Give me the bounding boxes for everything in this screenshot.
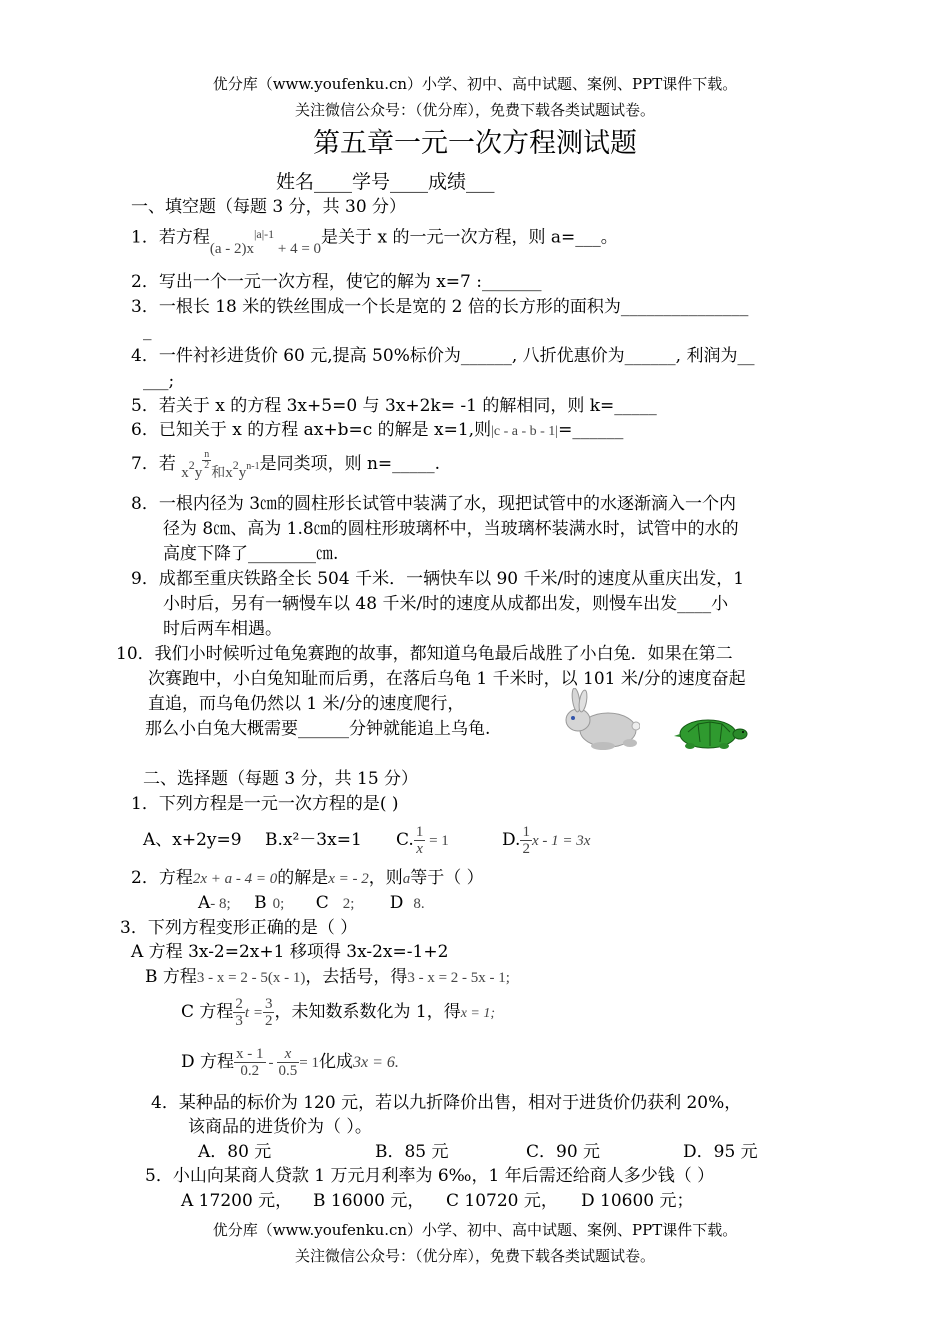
s1-q5: 5．若关于 x 的方程 3x+5=0 与 3x+2k= -1 的解相同，则 k=_____	[131, 396, 657, 416]
s2-q3-opt-c: C 方程 $\frac{2}{3}$ t = $\frac{3}{2}$ ，未知数系数化为 1，得x = 1;	[181, 996, 496, 1029]
turtle-illustration	[672, 710, 748, 752]
s1-q2: 2．写出一个一元一次方程，使它的解为 x=7 :_______	[131, 272, 542, 292]
s2-q5-stem: 5．小山向某商人贷款 1 万元月利率为 6‰，1 年后需还给商人多少钱（ ）	[145, 1166, 715, 1186]
s1-q8-line3: 高度下降了________㎝.	[163, 544, 339, 564]
s1-q8-line1: 8．一根内径为 3㎝的圆柱形长试管中装满了水，现把试管中的水逐渐滴入一个内	[131, 494, 737, 514]
s1-q1: 1．若方程$(a - 2)x^{|a|-1} + 4 = 0$是关于 x 的一元一次方程，则 a=___。	[131, 227, 618, 257]
section1-heading: 一、填空题（每题 3 分，共 30 分）	[131, 197, 407, 217]
s1-q10-line1: 10．我们小时候听过龟兔赛跑的故事，都知道乌龟最后战胜了小白兔．如果在第二	[116, 644, 733, 664]
s2-q3-opt-a: A 方程 3x-2=2x+1 移项得 3x-2x=-1+2	[131, 942, 449, 962]
s1-q10-line2: 次赛跑中，小白兔知耻而后勇，在落后乌龟 1 千米时，以 101 米/分的速度奋起	[148, 669, 746, 689]
s1-q6: 6．已知关于 x 的方程 ax+b=c 的解是 x=1,则|c - a - b - 1|=______	[131, 420, 624, 440]
s2-q1-opt-a: A、x+2y=9	[143, 830, 242, 850]
s2-q4-opt-b: B．85 元	[375, 1142, 449, 1162]
s2-q4-line2: 该商品的进货价为（ ）。	[188, 1117, 372, 1137]
s1-q9-line3: 时后两车相遇。	[163, 619, 282, 639]
s2-q5-opt-b: B 16000 元，	[313, 1191, 425, 1211]
s1-q8-line2: 径为 8㎝、高为 1.8㎝的圆柱形玻璃杯中，当玻璃杯装满水时，试管中的水的	[163, 519, 739, 539]
section2-heading: 二、选择题（每题 3 分，共 15 分）	[143, 769, 419, 789]
s2-q1-opt-b: B.x²－3x=1	[265, 830, 362, 850]
footer-line-2: 关注微信公众号：（优分库），免费下载各类试题试卷。	[294, 1247, 655, 1265]
s1-q4: 4．一件衬衫进货价 60 元,提高 50%标价为______, 八折优惠价为______, 利润为__	[131, 346, 755, 366]
s2-q3-opt-d: D 方程 $\frac{x - 1}{0.2}$ - $\frac{x}{0.5}$ = 1化成3x = 6.	[181, 1046, 399, 1079]
s2-q4-opt-a: A．80 元	[198, 1142, 272, 1162]
header-line-2: 关注微信公众号：（优分库），免费下载各类试题试卷。	[294, 101, 655, 119]
s2-q2-options: A- 8; B 0; C 2; D 8.	[198, 893, 425, 913]
s1-q7: 7．若 x2y $\frac{n}{2}$ $_和$x2yn-1是同类项，则 n=_____.	[131, 449, 441, 481]
s1-q3-cont: _	[143, 321, 152, 341]
s2-q4-line1: 4．某种品的标价为 120 元，若以九折降价出售，相对于进货价仍获利 20%，	[151, 1093, 742, 1113]
s2-q3-opt-b: B 方程3 - x = 2 - 5(x - 1)，去括号，得3 - x = 2 - 5x - 1;	[145, 967, 510, 987]
rabbit-illustration	[558, 688, 640, 754]
s1-q10-line3: 直追，而乌龟仍然以 1 米/分的速度爬行，	[148, 694, 465, 714]
s2-q3-stem: 3．下列方程变形正确的是（ ）	[120, 918, 358, 938]
footer-line-1: 优分库（www.youfenku.cn）小学、初中、高中试题、案例、PPT课件下载。	[212, 1221, 738, 1239]
student-info: 姓名____学号____成绩___	[276, 171, 495, 193]
s2-q5-opt-c: C 10720 元，	[446, 1191, 558, 1211]
s1-q4-cont: ___;	[143, 371, 175, 391]
s1-q10-line4: 那么小白兔大概需要______分钟就能追上乌龟.	[145, 719, 491, 739]
s2-q1-opt-c: C. $\frac{1}{x}$ = 1	[396, 824, 449, 857]
page-title: 第五章一元一次方程测试题	[313, 128, 637, 159]
s1-q3: 3．一根长 18 米的铁丝围成一个长是宽的 2 倍的长方形的面积为_______________	[131, 297, 749, 317]
s1-q9-line2: 小时后，另有一辆慢车以 48 千米/时的速度从成都出发，则慢车出发____小	[163, 594, 729, 614]
s2-q4-opt-d: D．95 元	[683, 1142, 758, 1162]
s2-q4-opt-c: C．90 元	[526, 1142, 601, 1162]
s2-q2-stem: 2．方程2x + a - 4 = 0的解是x = - 2，则a等于（ ）	[131, 868, 484, 888]
s1-q9-line1: 9．成都至重庆铁路全长 504 千米．一辆快车以 90 千米/时的速度从重庆出发，1	[131, 569, 745, 589]
header-line-1: 优分库（www.youfenku.cn）小学、初中、高中试题、案例、PPT课件下载。	[212, 75, 738, 93]
s2-q5-opt-d: D 10600 元；	[581, 1191, 694, 1211]
s2-q1-opt-d: D. $\frac{1}{2}$ x - 1 = 3x	[502, 824, 591, 857]
s2-q5-opt-a: A 17200 元，	[181, 1191, 293, 1211]
s2-q1-stem: 1．下列方程是一元一次方程的是( )	[131, 794, 399, 814]
